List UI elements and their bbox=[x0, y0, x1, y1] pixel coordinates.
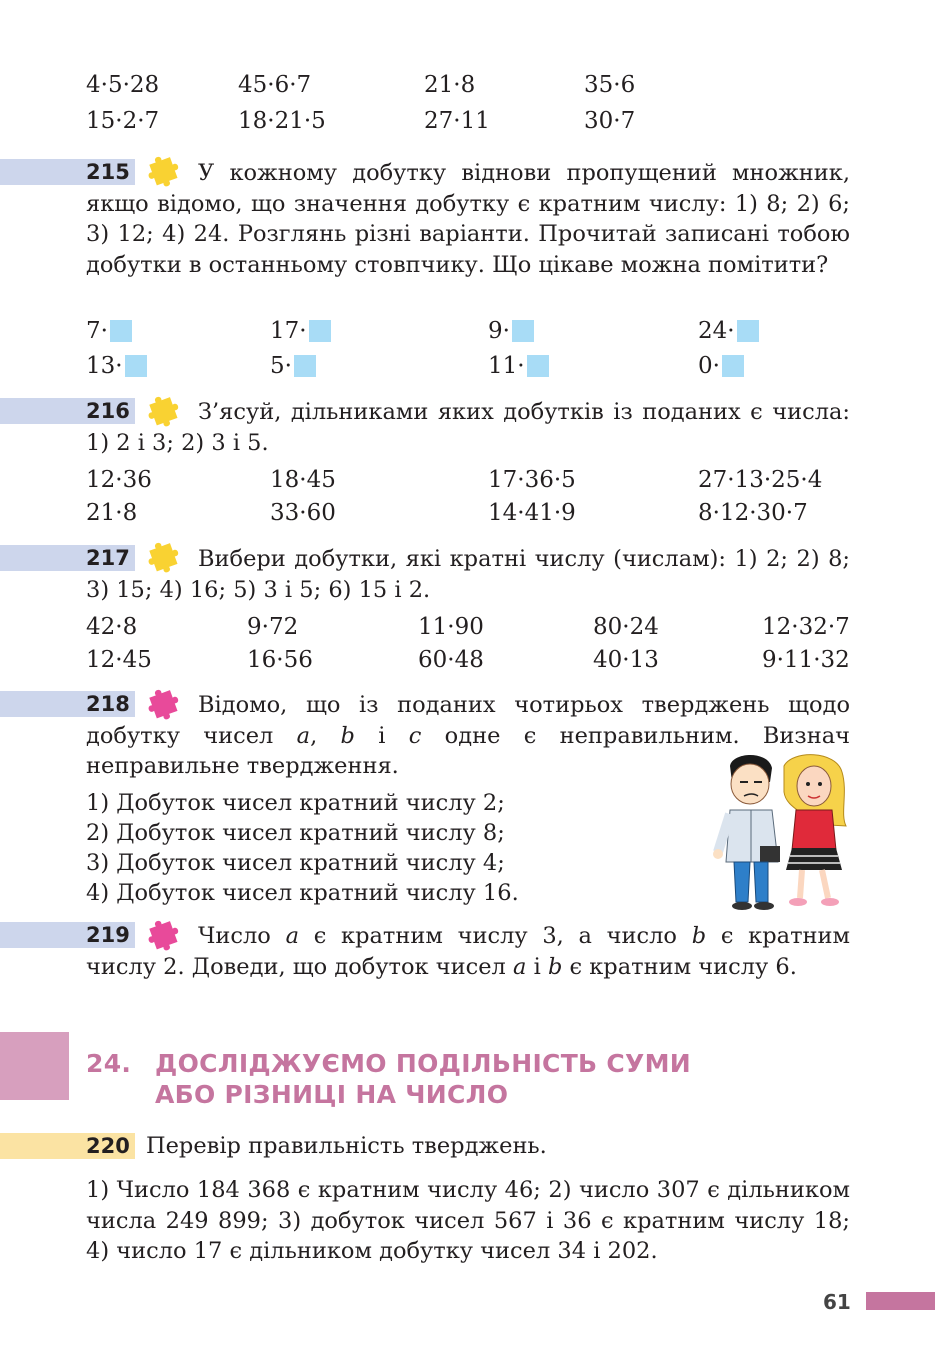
missing-factor-box[interactable] bbox=[512, 320, 534, 342]
text-fragment: є кратним числу 2. Доведи, що добуток чисел bbox=[86, 923, 851, 980]
product-cell: 35·6 bbox=[584, 72, 636, 98]
missing-factor-box[interactable] bbox=[737, 320, 759, 342]
exercise-number: 215 bbox=[86, 160, 130, 184]
factor-text: 11· bbox=[488, 353, 525, 379]
text-fragment: і bbox=[526, 953, 548, 980]
list-item: 2) Добуток чисел кратний числу 8; bbox=[86, 820, 505, 846]
exercise-number: 219 bbox=[86, 923, 130, 947]
list-item: 3) Добуток чисел кратний числу 4; bbox=[86, 850, 505, 876]
text-fragment: Відомо, що із поданих чотирьох тверджень щодо добутку чисел bbox=[86, 692, 850, 749]
exercise-216-text: З’ясуй, дільниками яких добутків із поданих є числа: 1) 2 і 3; 2) 3 і 5. bbox=[86, 399, 850, 456]
product-cell bbox=[86, 353, 147, 379]
exercise-text bbox=[86, 921, 850, 982]
product-cell bbox=[488, 318, 534, 344]
missing-factor-box[interactable] bbox=[527, 355, 549, 377]
statement-list bbox=[86, 788, 519, 908]
missing-factor-box[interactable] bbox=[294, 355, 316, 377]
product-cell: 11·90 bbox=[418, 614, 484, 640]
product-cell: 8·12·30·7 bbox=[698, 500, 808, 526]
factor-text: 7· bbox=[86, 318, 108, 344]
product-cell: 12·45 bbox=[86, 647, 152, 673]
product-cell: 30·7 bbox=[584, 108, 636, 134]
text-fragment: одне є неправильним. Визнач неправильне твердження. bbox=[86, 722, 850, 779]
exercise-number: 220 bbox=[86, 1134, 130, 1158]
variable-a: a bbox=[513, 953, 527, 980]
product-cell: 15·2·7 bbox=[86, 108, 160, 134]
product-cell: 27·11 bbox=[424, 108, 490, 134]
variable-a: a bbox=[285, 923, 299, 949]
product-cell: 9·72 bbox=[247, 614, 299, 640]
product-cell: 33·60 bbox=[270, 500, 336, 526]
product-cell: 9·11·32 bbox=[762, 647, 850, 673]
variable-a: a bbox=[296, 722, 311, 749]
text-fragment: є кратним числу 6. bbox=[562, 953, 797, 980]
section-title-line1: ДОСЛІДЖУЄМО ПОДІЛЬНІСТЬ СУМИ bbox=[155, 1049, 692, 1078]
page-number: 61 bbox=[823, 1290, 851, 1314]
product-cell: 42·8 bbox=[86, 614, 138, 640]
product-cell: 14·41·9 bbox=[488, 500, 576, 526]
product-cell: 60·48 bbox=[418, 647, 484, 673]
text-fragment: і bbox=[354, 722, 409, 749]
list-item: 1) Добуток чисел кратний числу 2; bbox=[86, 790, 505, 816]
exercise-text bbox=[86, 397, 850, 458]
product-cell bbox=[698, 318, 759, 344]
footer-bar bbox=[866, 1292, 935, 1310]
product-cell: 16·56 bbox=[247, 647, 313, 673]
section-marker-band bbox=[0, 1032, 69, 1100]
variable-c: c bbox=[408, 722, 422, 749]
boy-and-girl-illustration bbox=[712, 752, 858, 914]
factor-text: 0· bbox=[698, 353, 720, 379]
missing-factor-box[interactable] bbox=[125, 355, 147, 377]
product-cell bbox=[698, 353, 744, 379]
text-fragment: є кратним числу 3, а число bbox=[298, 923, 692, 949]
text-fragment: , bbox=[310, 722, 341, 749]
missing-factor-box[interactable] bbox=[722, 355, 744, 377]
product-cell: 21·8 bbox=[86, 500, 138, 526]
product-cell: 17·36·5 bbox=[488, 467, 576, 493]
missing-factor-box[interactable] bbox=[309, 320, 331, 342]
list-item: 4) Добуток чисел кратний числу 16. bbox=[86, 880, 519, 906]
product-cell: 4·5·28 bbox=[86, 72, 160, 98]
missing-factor-box[interactable] bbox=[110, 320, 132, 342]
product-cell: 18·45 bbox=[270, 467, 336, 493]
factor-text: 13· bbox=[86, 353, 123, 379]
exercise-number: 218 bbox=[86, 692, 130, 716]
section-title-line2: АБО РІЗНИЦІ НА ЧИСЛО bbox=[155, 1080, 509, 1109]
exercise-title: Перевір правильність тверджень. bbox=[146, 1133, 547, 1159]
exercise-217-text: Вибери добутки, які кратні числу (числам): 1) 2; 2) 8; 3) 15; 4) 16; 5) 3 і 5; 6) 15 і 2. bbox=[86, 546, 850, 603]
product-cell: 27·13·25·4 bbox=[698, 467, 823, 493]
product-cell bbox=[86, 318, 132, 344]
product-cell: 45·6·7 bbox=[238, 72, 312, 98]
text-fragment: Число bbox=[198, 923, 286, 949]
product-cell bbox=[270, 318, 331, 344]
product-cell: 18·21·5 bbox=[238, 108, 326, 134]
variable-b: b bbox=[340, 722, 355, 749]
product-cell: 40·13 bbox=[593, 647, 659, 673]
exercise-215-text: У кожному добутку віднови пропущений множник, якщо відомо, що значення добутку є кратним числу: 1) 8; 2) 6; 3) 12; 4) 24. Розглянь різні варіанти. Прочитай записані тобою добутки в останньому стовпчику. Що цікаве можна помітити? bbox=[86, 160, 850, 278]
exercise-number: 217 bbox=[86, 546, 130, 570]
exercise-text bbox=[86, 158, 850, 280]
variable-b: b bbox=[691, 923, 707, 949]
product-cell: 12·32·7 bbox=[762, 614, 850, 640]
product-cell bbox=[270, 353, 316, 379]
product-cell: 12·36 bbox=[86, 467, 152, 493]
section-number: 24. bbox=[86, 1049, 132, 1078]
exercise-text bbox=[86, 544, 850, 605]
factor-text: 17· bbox=[270, 318, 307, 344]
product-cell: 80·24 bbox=[593, 614, 659, 640]
variable-b: b bbox=[547, 953, 563, 980]
exercise-text: 1) Число 184 368 є кратним числу 46; 2) число 307 є дільником числа 249 899; 3) добуток чисел 567 і 36 є кратним числу 18; 4) число 17 є дільником добутку чисел 34 і 202. bbox=[86, 1177, 850, 1264]
factor-text: 5· bbox=[270, 353, 292, 379]
product-cell: 21·8 bbox=[424, 72, 476, 98]
exercise-number: 216 bbox=[86, 399, 130, 423]
factor-text: 24· bbox=[698, 318, 735, 344]
factor-text: 9· bbox=[488, 318, 510, 344]
product-cell bbox=[488, 353, 549, 379]
